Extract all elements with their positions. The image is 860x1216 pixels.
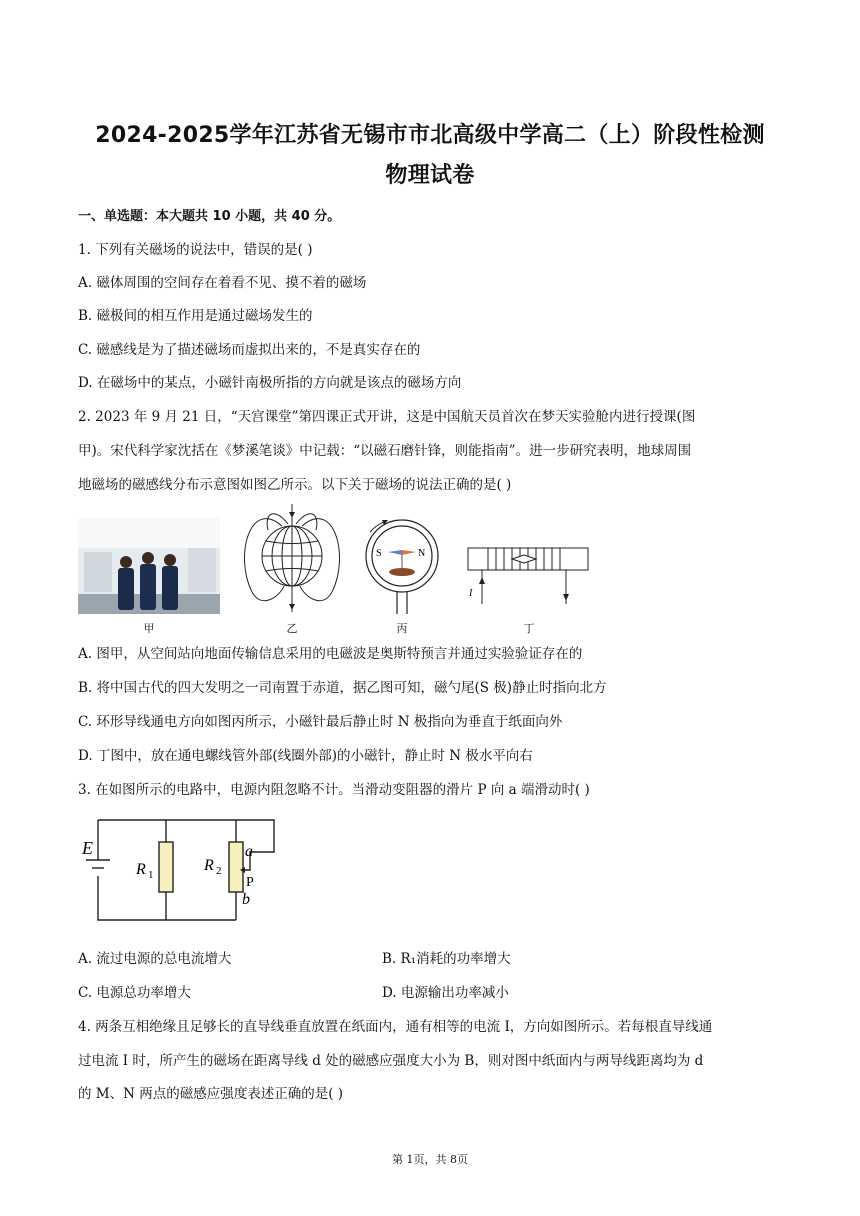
label-r1-sub: 1: [148, 869, 154, 881]
section-heading: 一、单选题：本大题共 10 小题，共 40 分。: [78, 209, 341, 224]
caption-bing: 丙: [396, 622, 408, 635]
label-r1: R: [136, 861, 146, 878]
q4-stem-line2: 过电流 I 时，所产生的磁场在距离导线 d 处的磁感应强度大小为 B，则对图中纸面内与两导线距离均为 d: [78, 1053, 704, 1069]
resistor-r1: [159, 842, 173, 892]
page-title: 2024-2025学年江苏省无锡市市北高级中学高二（上）阶段性检测: [95, 123, 765, 148]
label-p: P: [246, 875, 254, 890]
q1-stem: 1. 下列有关磁场的说法中，错误的是( ): [78, 242, 313, 258]
figure-bing-label-n: N: [418, 548, 426, 559]
caption-ding: 丁: [523, 622, 535, 635]
caption-jia: 甲: [143, 622, 155, 635]
q3-option-b: B. R₁消耗的功率增大: [382, 951, 511, 967]
label-e: E: [82, 838, 93, 858]
q2-stem-line2: 甲)。宋代科学家沈括在《梦溪笔谈》中记载：“以磁石磨针锋，则能指南”。进一步研究表明，地球周围: [78, 443, 692, 459]
caption-yi: 乙: [286, 622, 298, 635]
figure-circuit: [78, 812, 284, 928]
q1-option-b: B. 磁极间的相互作用是通过磁场发生的: [78, 308, 313, 324]
q2-option-a: A. 图甲，从空间站向地面传输信息采用的电磁波是奥斯特预言并通过实验验证存在的: [78, 646, 583, 662]
figure-ding-solenoid: [466, 544, 590, 606]
q2-stem-line3: 地磁场的磁感线分布示意图如图乙所示。以下关于磁场的说法正确的是( ): [78, 477, 512, 493]
figure-ding-label-i: I: [469, 588, 473, 599]
label-b: b: [242, 891, 250, 908]
label-a: a: [245, 843, 253, 860]
rheostat-r2: [229, 842, 243, 892]
label-r2: R: [204, 857, 214, 874]
q2-option-b: B. 将中国古代的四大发明之一司南置于赤道，据乙图可知，磁勺尾(S 极)静止时指向北方: [78, 680, 607, 696]
q4-stem-line1: 4. 两条互相绝缘且足够长的直导线垂直放置在纸面内，通有相等的电流 I，方向如图所示。若每根直导线通: [78, 1019, 713, 1035]
q3-option-a: A. 流过电源的总电流增大: [78, 951, 232, 967]
figure-bing-label-s: S: [376, 548, 382, 559]
page-subtitle: 物理试卷: [385, 163, 475, 188]
figure-bing-ring-current: [362, 512, 444, 616]
q4-stem-line3: 的 M、N 两点的磁感应强度表述正确的是( ): [78, 1086, 344, 1102]
q3-option-c: C. 电源总功率增大: [78, 985, 191, 1001]
page-footer: 第 1页，共 8页: [392, 1153, 468, 1166]
q2-stem-line1: 2. 2023 年 9 月 21 日，“天宫课堂”第四课正式开讲，这是中国航天员首次在梦天实验舱内进行授课(图: [78, 409, 696, 425]
q3-stem: 3. 在如图所示的电路中，电源内阻忽略不计。当滑动变阻器的滑片 P 向 a 端滑动时( ): [78, 782, 590, 798]
q1-option-a: A. 磁体周围的空间存在着看不见、摸不着的磁场: [78, 275, 367, 291]
q2-option-c: C. 环形导线通电方向如图丙所示，小磁针最后静止时 N 极指向为垂直于纸面向外: [78, 714, 563, 730]
q3-option-d: D. 电源输出功率减小: [382, 985, 509, 1001]
figure-yi-earth-field: [244, 500, 340, 616]
label-r2-sub: 2: [216, 865, 222, 877]
q1-option-d: D. 在磁场中的某点，小磁针南极所指的方向就是该点的磁场方向: [78, 375, 462, 391]
q2-option-d: D. 丁图中，放在通电螺线管外部(线圈外部)的小磁针，静止时 N 极水平向右: [78, 748, 533, 764]
figure-jia-photo: [78, 518, 220, 614]
q1-option-c: C. 磁感线是为了描述磁场而虚拟出来的，不是真实存在的: [78, 342, 421, 358]
